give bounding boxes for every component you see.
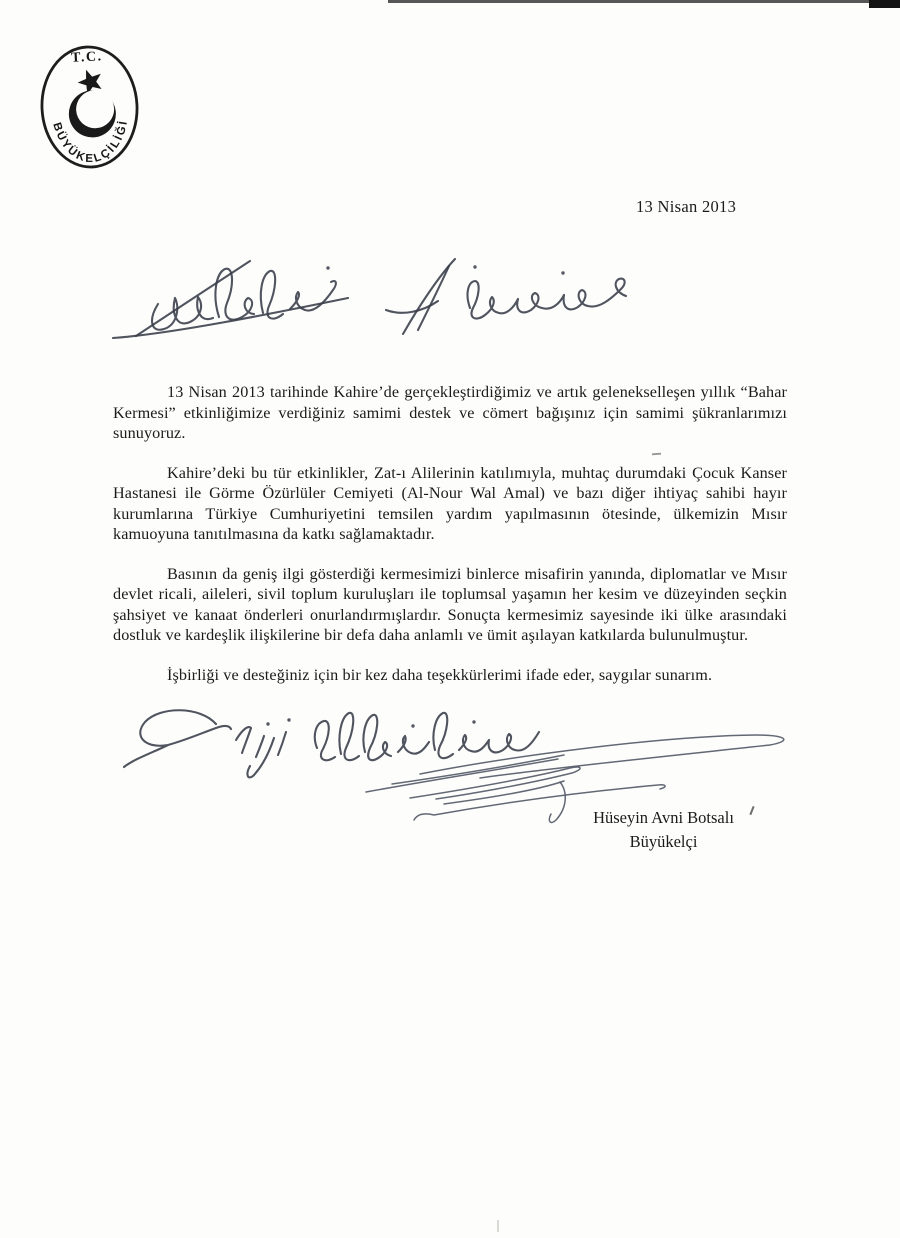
letter-body — [113, 382, 787, 704]
signer-name: Hüseyin Avni Botsalı — [593, 808, 734, 827]
letter-date: 13 Nisan 2013 — [636, 197, 737, 216]
scan-artifact-top-line — [388, 0, 872, 3]
seal-ring-text: BÜYÜKELÇİLİĞİ — [50, 118, 131, 166]
scan-artifact-corner — [869, 0, 900, 8]
paragraph-4: İşbirliği ve desteğiniz için bir kez daha teşekkürlerimi ifade eder, saygılar sunarım. — [167, 665, 713, 684]
signer-title: Büyükelçi — [629, 832, 698, 851]
seal-abbreviation: T.C. — [70, 49, 103, 66]
scan-artifact-bottom — [497, 1220, 499, 1232]
paragraph-3: Basının da geniş ilgi gösterdiği kermesimizi binlerce misafirin yanında, diplomatlar ve Mısır devlet ricali, aileleri, sivil toplum kuruluşları ile toplumsal yaşamın her kesim ve düzeyinden seçkin şahsiyet ve kanaat önderleri onurlandırmışlardır. Sonuçta kermesimiz sayesinde iki ülke arasındaki dostluk ve kardeşlik ilişkilerine bir defa daha anlamlı ve ümit aşılayan katkılarda bulunulmuştur. — [113, 564, 787, 644]
handwritten-salutation — [100, 248, 660, 348]
paragraph-2: Kahire’deki bu tür etkinlikler, Zat-ı Alilerinin katılımıyla, muhtaç durumdaki Çocuk Kanser Hastanesi ile Görme Özürlüler Cemiyeti (Al-Nour Wal Amal) ve bazı diğer ihtiyaç sahibi hayır kurumlarına Türkiye Cumhuriyetini temsilen yardım yapılmasının ötesinde, ülkemizin Mısır kamuoyuna tanıtılmasına da katkı sağlamaktadır. — [113, 463, 787, 543]
signer-block — [556, 806, 771, 854]
paragraph-1: 13 Nisan 2013 tarihinde Kahire’de gerçekleştirdiğimiz ve artık gelenekselleşen yıllık “Bahar Kermesi” etkinliğimize verdiğiniz samimi destek ve cömert bağışınız için samimi şükranlarımızı sunuyoruz. — [113, 383, 787, 442]
embassy-seal — [36, 30, 143, 172]
